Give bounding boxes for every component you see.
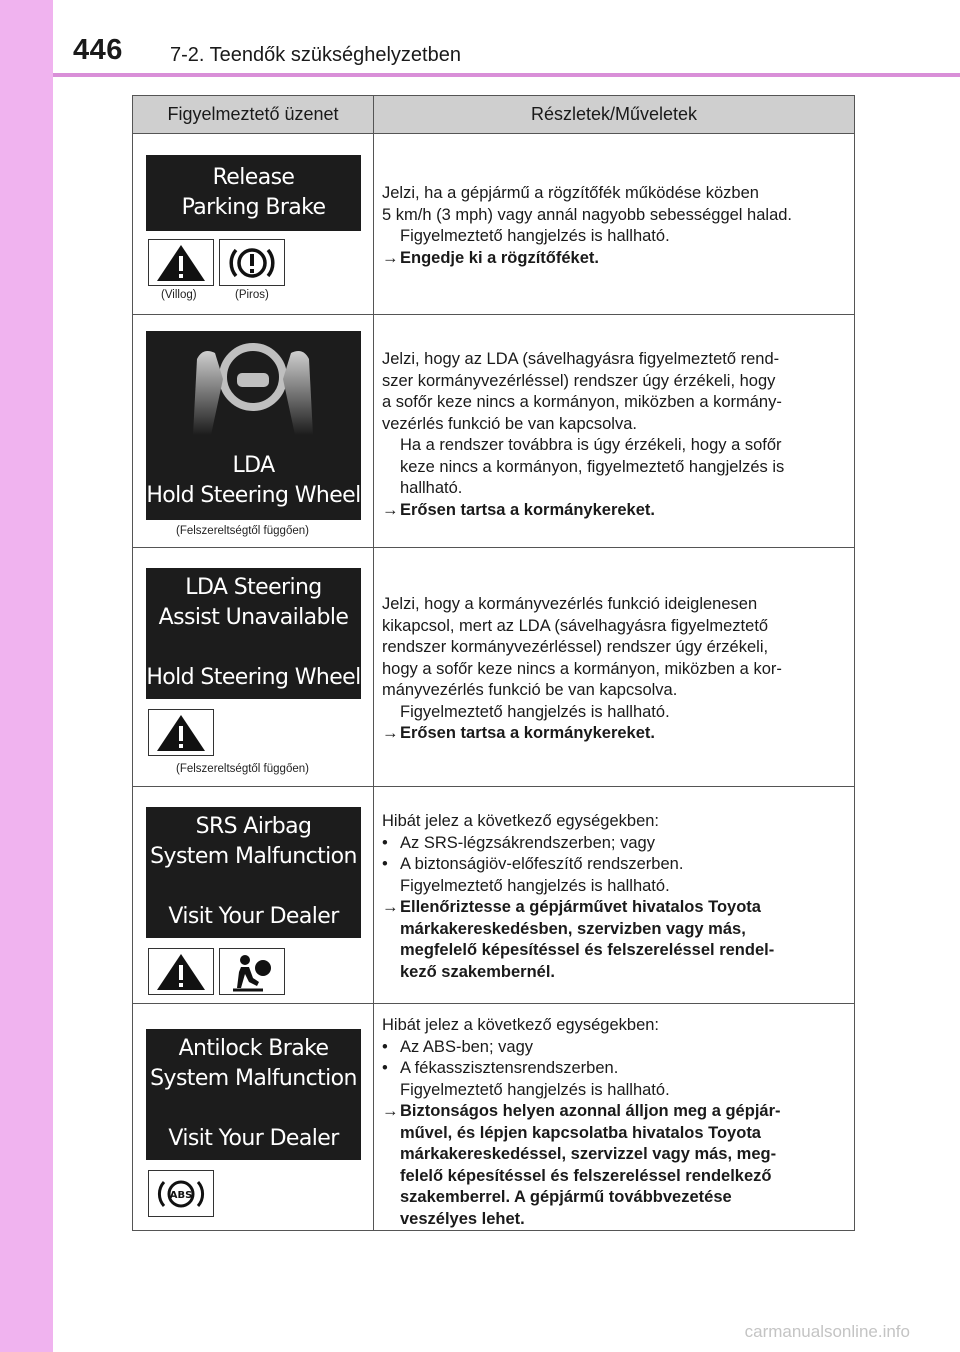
details-text: a sofőr keze nincs a kormányon, miközben a kormány-: [382, 393, 782, 411]
bullet-item: [382, 1037, 844, 1059]
screen-line: Release: [212, 165, 295, 190]
watermark: carmanualsonline.info: [744, 1322, 910, 1341]
action-text: Erősen tartsa a kormánykereket.: [400, 500, 655, 519]
action-instruction: [382, 723, 844, 745]
details-cell: [374, 1004, 854, 1230]
equipment-caption: (Felszereltségtől függően): [176, 525, 309, 537]
details-text: rendszer kormányvezérléssel) rendszer úgy érzékeli,: [382, 638, 769, 656]
details-text: Jelzi, hogy az LDA (sávelhagyásra figyelmeztető rend-: [382, 350, 780, 368]
screen-line: LDA Steering: [185, 575, 322, 600]
details-text: Figyelmeztető hangjelzés is hallható.: [400, 1080, 670, 1099]
action-text: Ellenőriztesse a gépjárművet hivatalos Toyota: [400, 898, 761, 916]
screen-line: System Malfunction: [150, 1066, 357, 1091]
display-screen: [146, 807, 361, 938]
bullet-item: [382, 1058, 844, 1080]
action-instruction: [382, 248, 844, 270]
message-cell: [133, 548, 374, 786]
bullet-icon: •: [382, 855, 388, 873]
action-text: kező szakembernél.: [400, 962, 555, 981]
screen-line: Hold Steering Wheel: [146, 665, 361, 690]
details-cell: [374, 787, 854, 1003]
details-cell: [374, 315, 854, 547]
details-cell: [374, 548, 854, 786]
arrow-icon: →: [382, 1102, 399, 1120]
icon-caption-red: (Piros): [235, 289, 269, 301]
table-row: [133, 315, 854, 548]
action-text: felelő képesítéssel és felszereléssel rendelkező: [400, 1166, 772, 1185]
bullet-icon: •: [382, 1037, 388, 1056]
screen-line: [146, 872, 361, 902]
details-text: vezérlés funkció be van kapcsolva.: [382, 414, 637, 433]
details-text: Figyelmeztető hangjelzés is hallható.: [400, 702, 670, 721]
brake-warning-icon: [219, 239, 285, 286]
details-text: szer kormányvezérléssel) rendszer úgy érzékeli, hogy: [382, 371, 776, 390]
message-cell: [133, 1004, 374, 1230]
details-text: Ha a rendszer továbbra is úgy érzékeli, hogy a sofőr: [400, 436, 782, 454]
screen-line: SRS Airbag: [195, 814, 312, 839]
page-number: 446: [73, 34, 123, 66]
screen-line: Hold Steering Wheel: [146, 483, 361, 508]
table-header: [133, 96, 854, 134]
header-rule: [53, 73, 960, 77]
column-header-details: Részletek/Műveletek: [530, 104, 698, 124]
arrow-icon: →: [382, 724, 399, 742]
details-text: Figyelmeztető hangjelzés is hallható.: [400, 876, 670, 895]
table-row: [133, 134, 854, 315]
display-screen: [146, 1029, 361, 1160]
message-cell: [133, 787, 374, 1003]
details-text: Jelzi, hogy a kormányvezérlés funkció ideiglenesen: [382, 595, 758, 613]
column-header-message: Figyelmeztető üzenet: [133, 96, 374, 133]
warning-triangle-icon: [148, 709, 214, 756]
action-text: márkakereskedésben, szervizben vagy más,: [400, 919, 746, 938]
action-text: Erősen tartsa a kormánykereket.: [400, 724, 655, 742]
bullet-item: [382, 833, 844, 855]
warning-triangle-icon: [148, 948, 214, 995]
arrow-icon: →: [382, 500, 399, 519]
action-text: megfelelő képesítéssel és felszereléssel rendel-: [400, 941, 775, 959]
details-text: 5 km/h (3 mph) vagy annál nagyobb sebességgel halad.: [382, 205, 793, 224]
details-text: kikapcsol, mert az LDA (sávelhagyásra figyelmeztető: [382, 616, 769, 635]
screen-line: System Malfunction: [150, 844, 357, 869]
page-header: [53, 0, 960, 78]
details-text: Figyelmeztető hangjelzés is hallható.: [400, 227, 670, 245]
bullet-text: Az ABS-ben; vagy: [400, 1037, 533, 1056]
side-color-band: [0, 0, 53, 1352]
action-instruction: [382, 500, 844, 522]
bullet-icon: •: [382, 1059, 388, 1077]
screen-line: Parking Brake: [181, 195, 326, 220]
action-text: művel, és lépjen kapcsolatba hivatalos Toyota: [400, 1123, 761, 1142]
action-instruction: [382, 897, 844, 919]
warning-triangle-icon: [148, 239, 214, 286]
table-row: [133, 1004, 854, 1230]
arrow-icon: →: [382, 898, 399, 916]
table-row: [133, 787, 854, 1004]
details-text: hogy a sofőr keze nincs a kormányon, miközben a kor-: [382, 659, 782, 678]
action-text: Engedje ki a rögzítőféket.: [400, 248, 599, 267]
bullet-text: Az SRS-légzsákrendszerben; vagy: [400, 833, 655, 852]
screen-line: Visit Your Dealer: [168, 904, 339, 929]
arrow-icon: →: [382, 248, 399, 267]
details-text: Hibát jelez a következő egységekben:: [382, 812, 660, 830]
action-text: szakemberrel. A gépjármű továbbvezetése: [400, 1188, 732, 1206]
details-text: Hibát jelez a következő egységekben:: [382, 1016, 660, 1034]
bullet-icon: •: [382, 833, 388, 852]
airbag-icon: [219, 948, 285, 995]
bullet-text: A fékasszisztensrendszerben.: [400, 1059, 619, 1077]
display-screen: [146, 155, 361, 231]
abs-label: ABS: [169, 1189, 193, 1201]
screen-line: Visit Your Dealer: [168, 1126, 339, 1151]
display-screen: [146, 331, 361, 520]
abs-icon: [148, 1170, 214, 1217]
screen-line: [146, 633, 361, 663]
bullet-text: A biztonságiöv-előfeszítő rendszerben.: [400, 855, 684, 873]
screen-line: LDA: [232, 453, 275, 478]
message-cell: [133, 134, 374, 314]
details-text: hallható.: [400, 479, 463, 497]
equipment-caption: (Felszereltségtől függően): [176, 763, 309, 775]
message-cell: [133, 315, 374, 547]
details-text: mányvezérlés funkció be van kapcsolva.: [382, 681, 678, 699]
icon-caption-flash: (Villog): [161, 289, 197, 301]
hands-on-wheel-icon: [193, 339, 313, 435]
details-text: keze nincs a kormányon, figyelmeztető hangjelzés is: [400, 457, 785, 476]
action-text: veszélyes lehet.: [400, 1209, 525, 1228]
warning-message-table: [132, 95, 855, 1231]
display-screen: [146, 568, 361, 699]
details-cell: [374, 134, 854, 314]
screen-line: Assist Unavailable: [158, 605, 349, 630]
screen-line: Antilock Brake: [178, 1036, 329, 1061]
action-text: márkakereskedéssel, szervizzel vagy más, meg-: [400, 1145, 777, 1163]
table-row: [133, 548, 854, 787]
details-text: Jelzi, ha a gépjármű a rögzítőfék működése közben: [382, 184, 759, 202]
chapter-title: 7-2. Teendők szükséghelyzetben: [170, 44, 461, 66]
screen-line: [146, 1094, 361, 1124]
bullet-item: [382, 854, 844, 876]
action-text: Biztonságos helyen azonnal álljon meg a gépjár-: [400, 1102, 781, 1120]
action-instruction: [382, 1101, 844, 1123]
